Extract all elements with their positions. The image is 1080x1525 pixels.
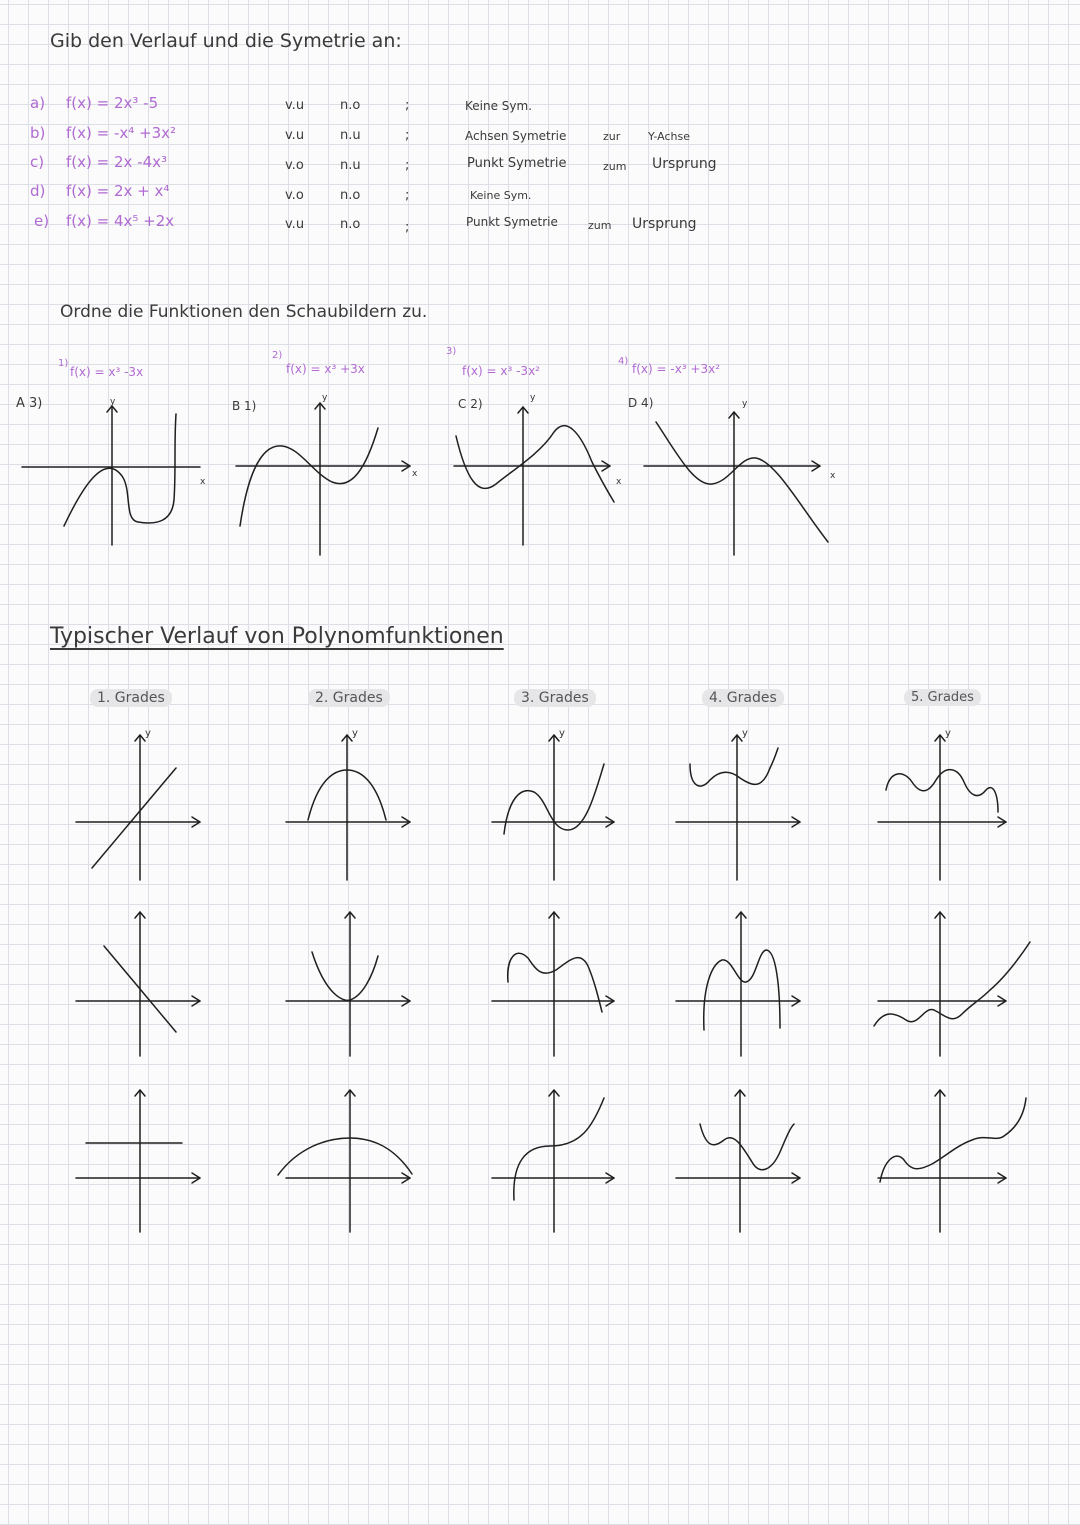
function-number: 1) <box>58 358 69 369</box>
row-label: d) <box>30 182 46 200</box>
y-axis-label: y <box>352 728 358 739</box>
task3-title: Typischer Verlauf von Polynomfunktionen <box>50 624 504 649</box>
task2-title: Ordne die Funktionen den Schaubildern zu. <box>60 302 428 322</box>
row-symmetry: Keine Sym. <box>470 189 532 202</box>
y-axis-label: y <box>945 728 951 739</box>
degree2-graph-open-down <box>286 735 410 880</box>
degree5-graph-c <box>878 1090 1026 1232</box>
x-axis-label: x <box>616 477 622 487</box>
graph-match-label: D 4) <box>628 396 654 410</box>
y-axis-label: y <box>145 728 151 739</box>
row-separator: ; <box>405 220 410 235</box>
graph-match-label: C 2) <box>458 397 483 411</box>
function-expression: f(x) = x³ -3x² <box>462 364 540 378</box>
row-axis: Ursprung <box>652 156 717 172</box>
degree3-graph-c <box>492 1090 614 1232</box>
degree5-graph-b <box>874 912 1030 1056</box>
graph-match-label: B 1) <box>232 399 257 413</box>
row-label: b) <box>30 124 46 142</box>
row-left-behavior: v.u <box>285 128 305 143</box>
degree3-graph-b <box>492 912 614 1056</box>
y-axis-label: y <box>559 728 565 739</box>
row-separator: ; <box>405 158 410 173</box>
degree-badge: 3. Grades <box>514 689 596 707</box>
degree-badge: 2. Grades <box>308 689 390 707</box>
row-function: f(x) = 2x -4x³ <box>66 153 168 171</box>
function-expression: f(x) = x³ +3x <box>286 362 365 376</box>
row-symmetry: Punkt Symetrie <box>466 215 558 229</box>
degree2-graph-wide-down <box>278 1090 412 1232</box>
row-function: f(x) = 2x³ -5 <box>66 94 159 112</box>
task1-title: Gib den Verlauf und die Symetrie an: <box>50 30 402 52</box>
row-left-behavior: v.u <box>285 98 305 113</box>
degree1-graph-constant <box>76 1090 200 1232</box>
row-separator: ; <box>405 98 410 113</box>
degree4-graph-c <box>676 1090 800 1232</box>
function-expression: f(x) = -x³ +3x² <box>632 362 721 376</box>
row-left-behavior: v.o <box>285 158 304 173</box>
row-right-behavior: n.u <box>340 158 361 173</box>
function-number: 3) <box>446 346 457 357</box>
y-axis-label: y <box>322 393 328 403</box>
degree3-graph-a <box>492 735 614 880</box>
row-left-behavior: v.u <box>285 217 305 232</box>
row-relation: zum <box>603 160 627 173</box>
degree-badge: 4. Grades <box>702 689 784 707</box>
degree5-graph-a <box>878 735 1006 880</box>
degree1-graph-falling <box>76 912 200 1056</box>
x-axis-label: x <box>412 469 418 479</box>
row-label: e) <box>34 212 50 230</box>
function-number: 4) <box>618 356 629 367</box>
row-left-behavior: v.o <box>285 188 304 203</box>
row-right-behavior: n.o <box>340 188 361 203</box>
row-label: a) <box>30 94 46 112</box>
graph-match-label: A 3) <box>16 396 43 411</box>
row-symmetry: Achsen Symetrie <box>465 129 567 143</box>
function-number: 2) <box>272 350 283 361</box>
row-symmetry: Punkt Symetrie <box>467 156 567 171</box>
y-axis-label: y <box>742 728 748 739</box>
row-right-behavior: n.o <box>340 98 361 113</box>
x-axis-label: x <box>200 477 206 487</box>
function-expression: f(x) = x³ -3x <box>70 365 144 379</box>
degree2-graph-open-up <box>286 912 410 1056</box>
x-axis-label: x <box>830 471 836 481</box>
row-function: f(x) = -x⁴ +3x² <box>66 124 177 142</box>
row-axis: Y-Achse <box>648 130 690 143</box>
row-relation: zur <box>603 130 621 143</box>
degree-badge: 5. Grades <box>904 689 981 706</box>
row-symmetry: Keine Sym. <box>465 99 533 113</box>
row-axis: Ursprung <box>632 216 697 232</box>
y-axis-label: y <box>110 397 116 407</box>
y-axis-label: y <box>530 393 536 403</box>
row-separator: ; <box>405 128 410 143</box>
degree4-graph-b <box>676 912 800 1056</box>
row-right-behavior: n.o <box>340 217 361 232</box>
row-relation: zum <box>588 219 612 232</box>
y-axis-label: y <box>742 399 748 409</box>
degree-badge: 1. Grades <box>90 689 172 707</box>
row-function: f(x) = 2x + x⁴ <box>66 182 170 200</box>
row-label: c) <box>30 153 45 171</box>
row-right-behavior: n.u <box>340 128 361 143</box>
degree4-graph-a <box>676 735 800 880</box>
row-separator: ; <box>405 188 410 203</box>
degree1-graph-rising <box>76 735 200 880</box>
row-function: f(x) = 4x⁵ +2x <box>66 212 175 230</box>
